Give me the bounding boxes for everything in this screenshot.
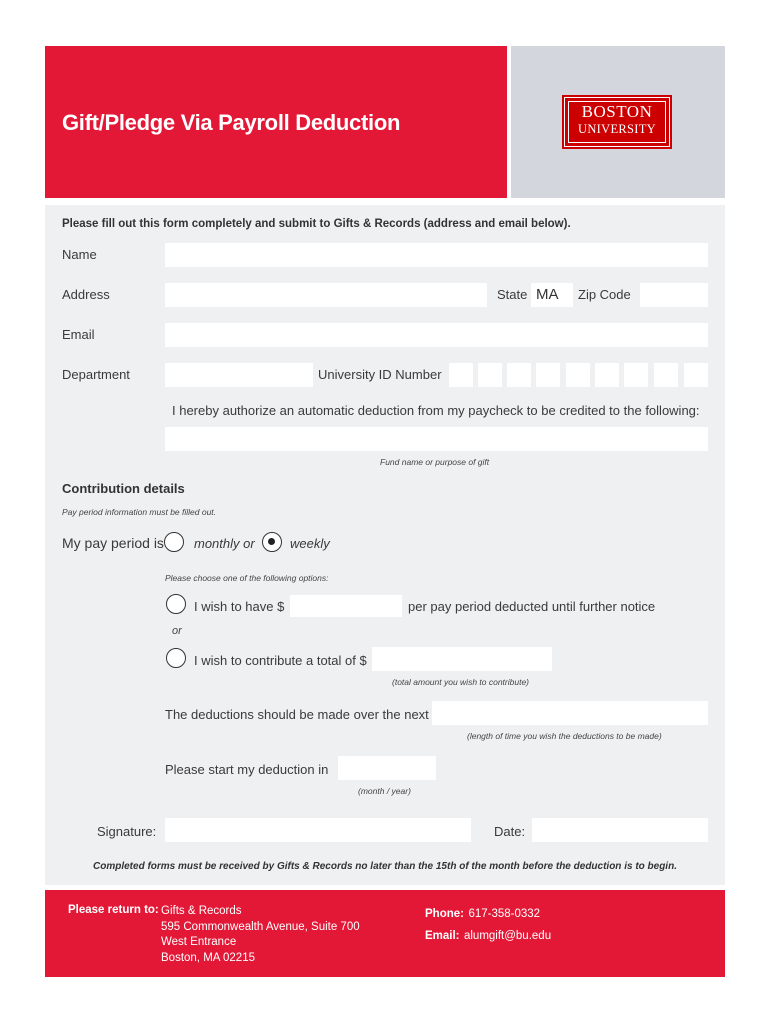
return-address [161, 904, 360, 966]
or-text: or [172, 625, 182, 637]
deadline-notice: Completed forms must be received by Gifts & Records no later than the 15th of the month before the deduction is to begin. [93, 861, 677, 872]
university-id-digit[interactable] [595, 363, 619, 387]
option1-suffix: per pay period deducted until further notice [408, 599, 656, 614]
university-id-digit[interactable] [449, 363, 473, 387]
start-caption: (month / year) [358, 786, 411, 796]
department-field[interactable] [165, 363, 313, 387]
university-id-digit[interactable] [684, 363, 708, 387]
state-field[interactable] [531, 283, 573, 307]
zip-label: Zip Code [578, 287, 631, 302]
address-label: Address [62, 287, 110, 302]
email-field[interactable] [165, 323, 708, 347]
university-id-label: University ID Number [318, 367, 442, 382]
address-line: West Entrance [161, 936, 237, 948]
signature-field[interactable] [165, 818, 471, 842]
pay-period-note: Pay period information must be filled out. [62, 507, 217, 517]
footer-email-link[interactable]: alumgift@bu.edu [463, 930, 552, 942]
state-value: MA [536, 286, 559, 303]
university-id-digit[interactable] [536, 363, 560, 387]
phone-label: Phone: [425, 908, 464, 920]
university-id-digit[interactable] [654, 363, 678, 387]
duration-caption: (length of time you wish the deductions to be made) [467, 731, 662, 741]
option1-radio[interactable] [166, 594, 186, 614]
fund-field[interactable] [165, 427, 708, 451]
name-field[interactable] [165, 243, 708, 267]
address-line: Gifts & Records [161, 905, 242, 917]
option2-radio[interactable] [166, 648, 186, 668]
footer-email-label: Email: [425, 930, 460, 942]
monthly-radio[interactable] [164, 532, 184, 552]
email-row [425, 926, 551, 945]
contribution-heading: Contribution details [62, 481, 185, 496]
radio-selected-dot [268, 538, 275, 545]
email-label: Email [62, 327, 95, 342]
boston-university-logo [564, 97, 670, 147]
zip-field[interactable] [640, 283, 708, 307]
pay-period-label: My pay period is [62, 535, 164, 551]
address-field[interactable] [165, 283, 487, 307]
state-label: State [497, 287, 528, 302]
authorize-text: I hereby authorize an automatic deduction from my paycheck to be credited to the following: [172, 403, 700, 418]
address-line: 595 Commonwealth Avenue, Suite 700 [161, 920, 360, 933]
duration-field[interactable] [432, 701, 708, 725]
logo-text-line2: UNIVERSITY [578, 122, 656, 136]
date-field[interactable] [532, 818, 708, 842]
page-title: Gift/Pledge Via Payroll Deduction [62, 110, 401, 135]
name-label: Name [62, 247, 97, 262]
intro-text: Please fill out this form completely and submit to Gifts & Records (address and email below). [62, 218, 571, 230]
start-month-year-field[interactable] [338, 756, 436, 780]
department-label: Department [62, 367, 130, 382]
fund-caption: Fund name or purpose of gift [380, 457, 490, 467]
phone-row [425, 904, 540, 923]
university-id-digit[interactable] [624, 363, 648, 387]
return-label: Please return to: [68, 904, 159, 916]
university-id-digit[interactable] [478, 363, 502, 387]
date-label: Date: [494, 824, 526, 839]
weekly-radio[interactable] [262, 532, 282, 552]
logo-text-line1: BOSTON [581, 102, 653, 121]
monthly-label: monthly or [194, 536, 255, 551]
option2-prefix: I wish to contribute a total of $ [194, 653, 367, 668]
options-note: Please choose one of the following options: [165, 573, 329, 583]
university-id-digit[interactable] [507, 363, 531, 387]
signature-label: Signature: [97, 824, 157, 839]
per-period-amount-field[interactable] [290, 595, 402, 617]
duration-label: The deductions should be made over the next [165, 707, 429, 722]
option1-prefix: I wish to have $ [194, 599, 285, 614]
university-id-digit[interactable] [566, 363, 590, 387]
weekly-label: weekly [290, 536, 330, 551]
phone-value: 617-358-0332 [468, 908, 541, 920]
start-label: Please start my deduction in [165, 762, 329, 777]
total-amount-field[interactable] [372, 647, 552, 671]
total-amount-caption: (total amount you wish to contribute) [392, 677, 530, 687]
address-line: Boston, MA 02215 [161, 951, 255, 964]
